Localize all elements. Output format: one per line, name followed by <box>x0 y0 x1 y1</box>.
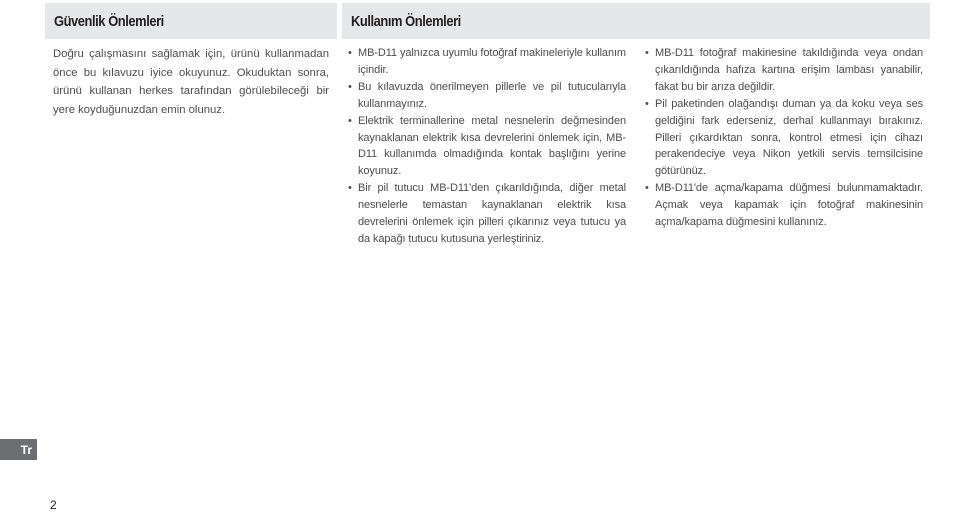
safety-heading: Güvenlik Önlemleri <box>54 12 164 30</box>
list-item: • MB-D11 fotoğraf makinesine takıldığında veya ondan çıkarıldığında hafıza kartına erişim lambası yanabilir, fakat bu bir arıza değildir. <box>645 47 923 93</box>
bullet-marker: • <box>348 182 352 195</box>
page-number: 2 <box>50 498 57 512</box>
safety-intro-text: Doğru çalışmasını sağlamak için, ürünü kullanmadan önce bu kılavuzu iyice okuyunuz. Okuduktan sonra, ürünü kullanan herkes tarafından görülebileceği bir yere koyduğunuzdan emin olunuz. <box>53 48 329 116</box>
bullet-marker: • <box>645 97 649 110</box>
safety-intro-column <box>53 45 329 119</box>
bullet-marker: • <box>348 80 352 93</box>
section-header-usage <box>342 3 930 39</box>
bullet-marker: • <box>645 182 649 195</box>
usage-column-2 <box>645 45 923 231</box>
usage-list-2 <box>645 45 923 231</box>
usage-list-1 <box>348 45 626 248</box>
list-item: • Pil paketinden olağandışı duman ya da koku veya ses geldiğini fark ederseniz, derhal kullanmayı bırakınız. Pilleri çıkardıktan sonra, kontrol etmesi için cihazı perakendeciye veya Nikon yetkili servis temsilcisine götürünüz. <box>645 97 923 178</box>
section-header-safety <box>45 3 337 39</box>
list-item: • MB-D11 yalnızca uyumlu fotoğraf makineleriyle kullanım içindir. <box>348 47 626 76</box>
usage-column-1 <box>348 45 626 248</box>
bullet-marker: • <box>348 47 352 59</box>
list-item: • Bu kılavuzda önerilmeyen pillerle ve pil tutucularıyla kullanmayınız. <box>348 80 626 110</box>
list-item: • Elektrik terminallerine metal nesnelerin değmesinden kaynaklanan elektrik kısa devrelerini önlemek için, MB-D11 kullanımda olmadığında kontak başlığını yerine koyunuz. <box>348 114 626 178</box>
usage-heading: Kullanım Önlemleri <box>351 12 461 30</box>
bullet-marker: • <box>348 114 352 127</box>
list-item: • MB-D11'de açma/kapama düğmesi bulunmamaktadır. Açmak veya kapamak için fotoğraf makinesinin açma/kapama düğmesini kullanınız. <box>645 182 923 229</box>
list-item: • Bir pil tutucu MB-D11'den çıkarıldığında, diğer metal nesnelerle temastan kaynaklanan elektrik kısa devrelerini önlemek için pilleri çıkarınız veya tutucu ya da kapağı tutucu kutusuna yerleştiriniz. <box>348 182 626 245</box>
language-tab: Tr <box>0 439 37 460</box>
bullet-marker: • <box>645 47 649 59</box>
